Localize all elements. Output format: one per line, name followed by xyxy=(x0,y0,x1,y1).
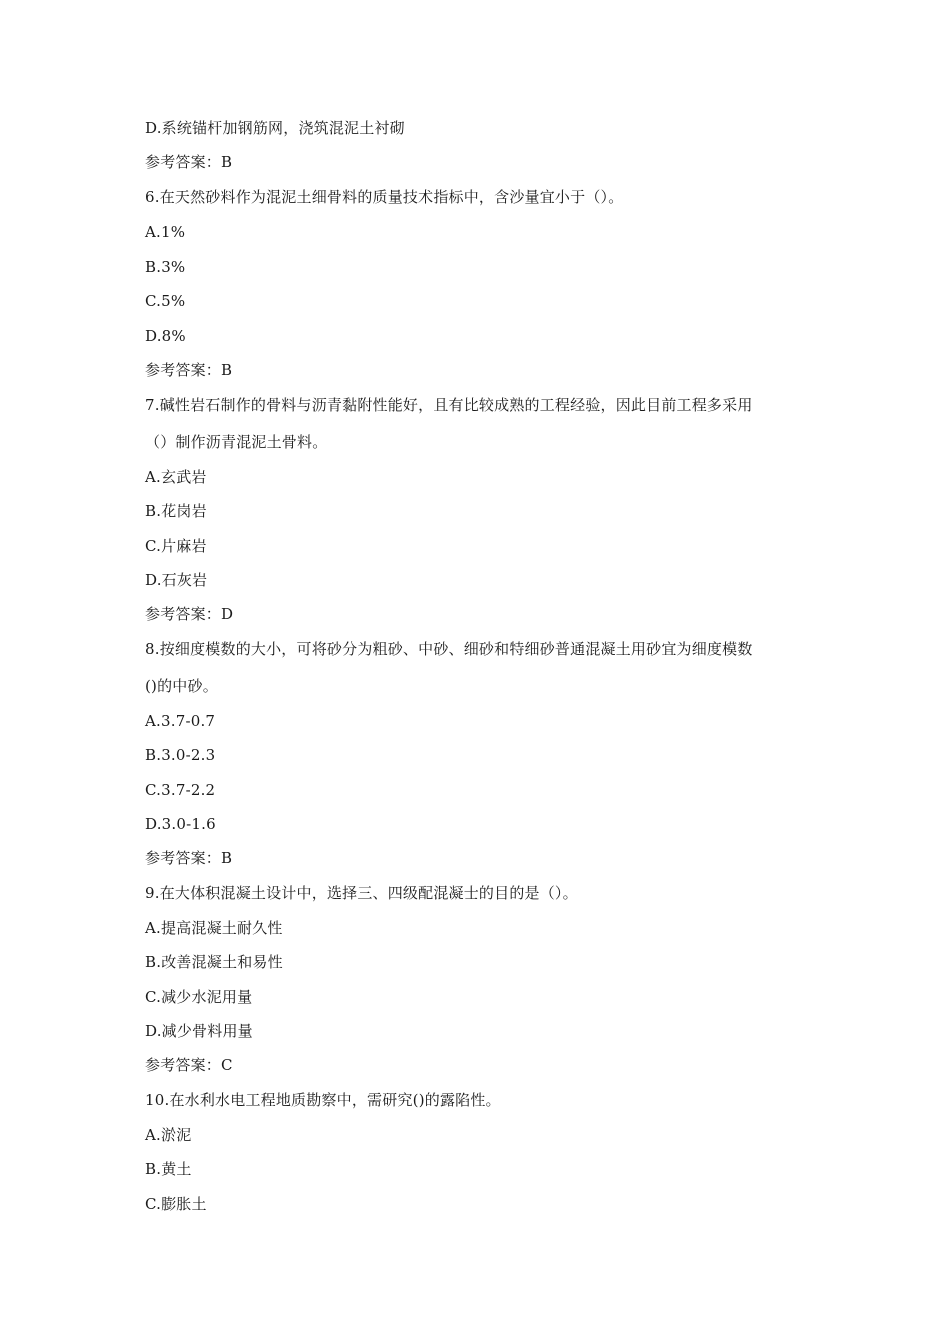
option-line: D.3.0-1.6 xyxy=(145,815,216,833)
answer-line: 参考答案：C xyxy=(145,1056,233,1074)
option-line: B.黄土 xyxy=(145,1160,192,1178)
option-line: C.减少水泥用量 xyxy=(145,988,253,1006)
question-7-text: 7.碱性岩石制作的骨料与沥青黏附性能好，且有比较成熟的工程经验，因此目前工程多采用 xyxy=(145,396,753,414)
option-line: B.花岗岩 xyxy=(145,502,207,520)
question-8-text-cont: ()的中砂。 xyxy=(145,677,218,695)
option-line: B.3.0-2.3 xyxy=(145,746,216,764)
answer-line: 参考答案：B xyxy=(145,361,233,379)
question-7-text-cont: （）制作沥青混泥土骨料。 xyxy=(145,433,328,451)
option-line: D.减少骨料用量 xyxy=(145,1022,253,1040)
option-line: D.石灰岩 xyxy=(145,571,208,589)
option-line: A.提高混凝土耐久性 xyxy=(145,919,283,937)
question-9-text: 9.在大体积混凝土设计中，选择三、四级配混凝士的目的是（）。 xyxy=(145,884,578,902)
option-line: A.3.7-0.7 xyxy=(145,712,216,730)
option-line: B.改善混凝土和易性 xyxy=(145,953,283,971)
option-line: B.3% xyxy=(145,258,186,276)
question-6-text: 6.在天然砂料作为混泥土细骨料的质量技术指标中，含沙量宜小于（）。 xyxy=(145,188,624,206)
option-line: C.片麻岩 xyxy=(145,537,207,555)
option-line: C.5% xyxy=(145,292,186,310)
answer-line: 参考答案：B xyxy=(145,153,233,171)
option-line: D.8% xyxy=(145,327,186,345)
option-line: A.玄武岩 xyxy=(145,468,207,486)
option-line: A.淤泥 xyxy=(145,1126,192,1144)
question-8-text: 8.按细度模数的大小，可将砂分为粗砂、中砂、细砂和特细砂普通混凝土用砂宜为细度模数 xyxy=(145,640,753,658)
question-10-text: 10.在水利水电工程地质勘察中，需研究()的露陷性。 xyxy=(145,1091,501,1109)
option-line: D.系统锚杆加钢筋网，浇筑混泥土衬砌 xyxy=(145,119,405,137)
option-line: C.膨胀土 xyxy=(145,1195,207,1213)
answer-line: 参考答案：D xyxy=(145,605,234,623)
option-line: A.1% xyxy=(145,223,186,241)
answer-line: 参考答案：B xyxy=(145,849,233,867)
option-line: C.3.7-2.2 xyxy=(145,781,216,799)
